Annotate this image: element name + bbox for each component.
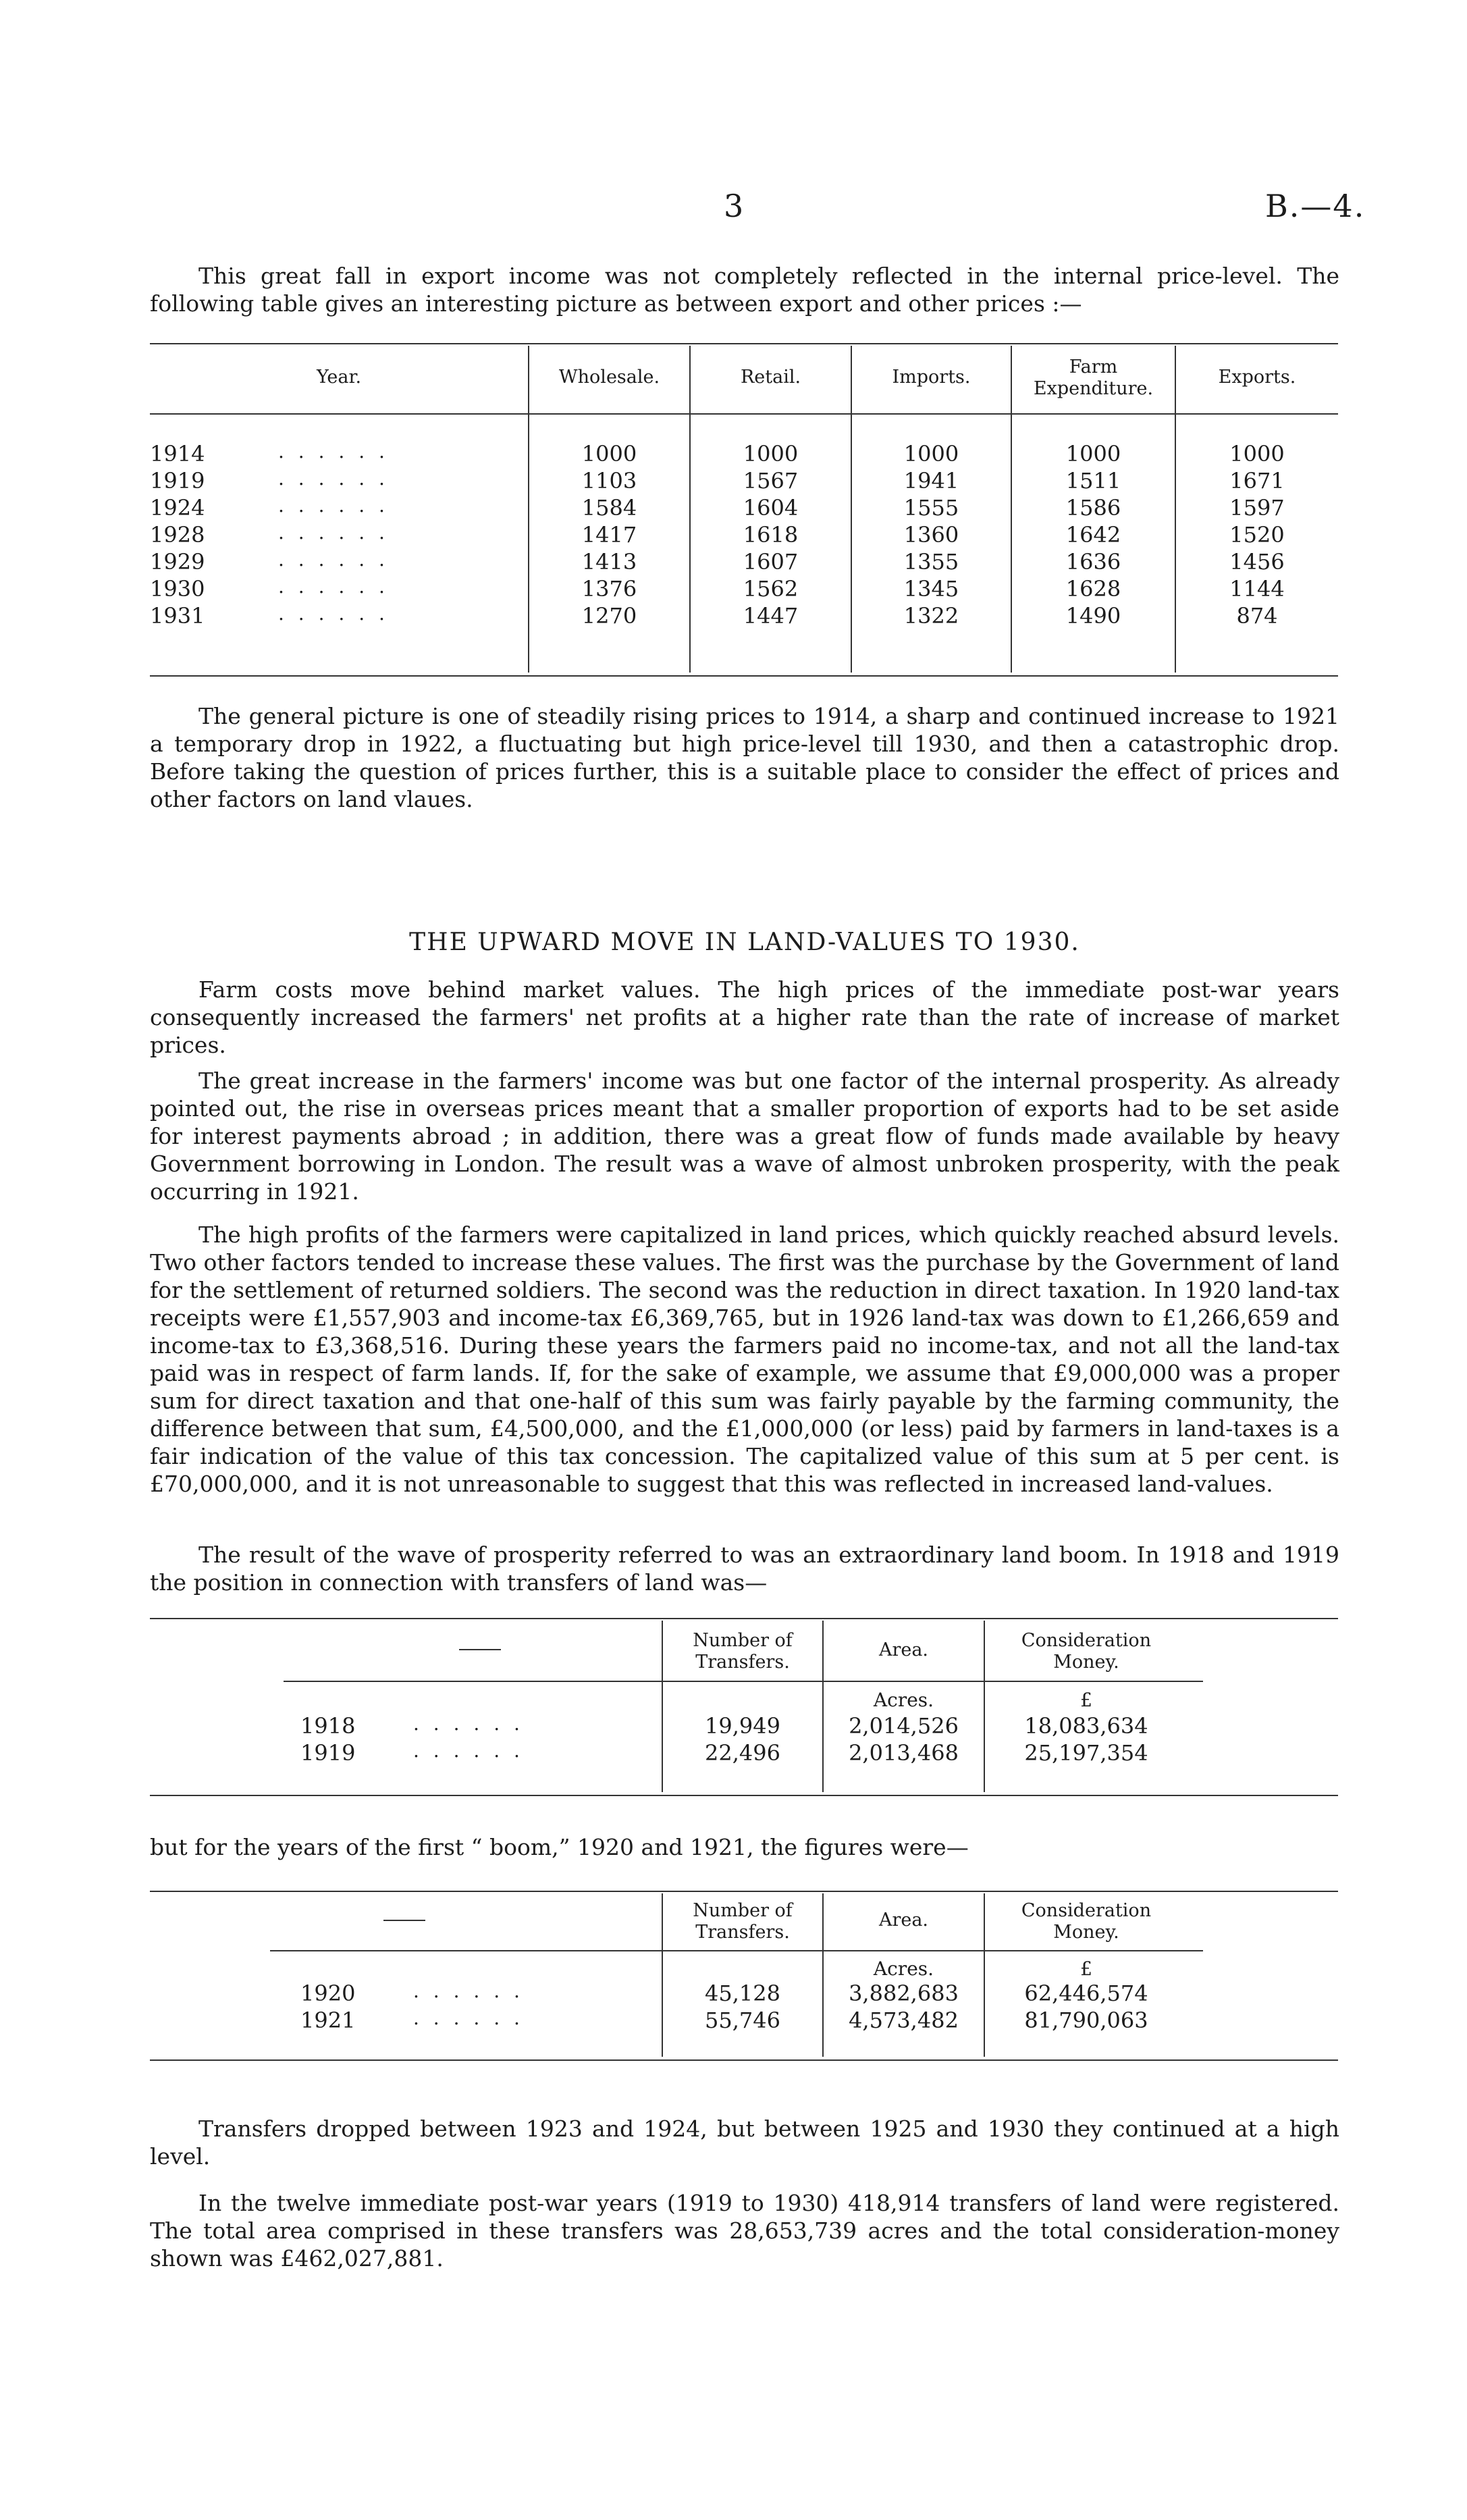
col-header-area: Area.	[878, 1910, 929, 1931]
table-header-rule	[270, 1950, 1203, 1951]
imports-cell: 1355	[903, 549, 959, 575]
farm-cell: 1511	[1065, 468, 1121, 494]
area-cell: 3,882,683	[849, 1980, 959, 2006]
twelve-years-paragraph: In the twelve immediate post-war years (1919 to 1930) 418,914 transfers of land were registered. The total area comprised in these transfers was 28,653,739 acres and the total consideration-money shown was £462,027,881.	[150, 2190, 1339, 2272]
imports-cell: 1345	[903, 576, 959, 602]
transfers-cell: 19,949	[705, 1713, 780, 1739]
area-cell: 2,014,526	[849, 1713, 959, 1739]
table-row	[0, 521, 1467, 548]
farm-cell: 1000	[1065, 441, 1121, 467]
boom-paragraph: but for the years of the first “ boom,” 1920 and 1921, the figures were—	[150, 1834, 969, 1860]
section-heading: THE UPWARD MOVE IN LAND-VALUES TO 1930.	[409, 928, 1080, 956]
table-header-rule	[150, 413, 1338, 415]
exports-cell: 1671	[1229, 468, 1285, 494]
imports-cell: 1322	[903, 603, 959, 629]
table-row	[0, 440, 1467, 467]
transfers-cell: 45,128	[705, 1980, 780, 2006]
farm-cell: 1642	[1065, 522, 1121, 548]
leader-dots: . . . . . .	[278, 548, 389, 571]
col-header-area: Area.	[878, 1639, 929, 1660]
farm-cell: 1490	[1065, 603, 1121, 629]
table-bottom-rule	[150, 1795, 1338, 1796]
high-profits-paragraph: The high profits of the farmers were capitalized in land prices, which quickly reached absurd levels. Two other factors tended to increase these values. The first was the purchase by the Government of land for the settlement of returned soldiers. The second was the reduction in direct taxation. In 1920 land-tax receipts were £1,557,903 and income-tax £6,369,765, but in 1926 land-tax was down to £1,266,659 and income-tax to £3,368,516. During these years the farmers paid no income-tax, and not all the land-tax paid was in respect of farm lands. If, for the sake of example, we assume that £9,000,000 was a proper sum for direct taxation and that one-half of this sum was fairly payable by the farming community, the difference between that sum, £4,500,000, and the £1,000,000 (or less) paid by farmers in land-taxes is a fair indication of the value of this tax concession. The capitalized value of this sum at 5 per cent. is £70,000,000, and it is not unreasonable to suggest that this was reflected in increased land-values.	[150, 1222, 1339, 1497]
col-header-transfers-line2: Transfers.	[695, 1922, 790, 1943]
transfers-dropped-paragraph: Transfers dropped between 1923 and 1924, but between 1925 and 1930 they continued at a high level.	[150, 2116, 1339, 2170]
page-number: 3	[724, 188, 744, 224]
imports-cell: 1360	[903, 522, 959, 548]
intro-paragraph: This great fall in export income was not completely reflected in the internal price-level. The following table gives an interesting picture as between export and other prices :—	[150, 263, 1339, 317]
wholesale-cell: 1270	[581, 603, 637, 629]
col-header-transfers	[663, 1630, 822, 1673]
year-cell: 1914	[150, 441, 205, 467]
leader-dots: . . . . . .	[413, 1739, 524, 1762]
unit-pounds: £	[1080, 1689, 1092, 1711]
col-header-wholesale: Wholesale.	[558, 367, 660, 388]
wholesale-cell: 1413	[581, 549, 637, 575]
wholesale-cell: 1103	[581, 468, 637, 494]
table-row	[0, 548, 1467, 575]
year-cell: 1918	[300, 1713, 356, 1739]
farm-cell: 1636	[1065, 549, 1121, 575]
table-bottom-rule	[150, 675, 1338, 677]
leader-dots: . . . . . .	[278, 602, 389, 625]
general-picture-paragraph: The general picture is one of steadily rising prices to 1914, a sharp and continued increase to 1921 a temporary drop in 1922, a fluctuating but high price-level till 1930, and then a catastrophic drop. Before taking the question of prices further, this is a suitable place to consider the effect of prices and other factors on land vlaues.	[150, 703, 1339, 812]
leader-dots: . . . . . .	[278, 440, 389, 463]
retail-cell: 1604	[743, 495, 799, 521]
leader-dots: . . . . . .	[278, 575, 389, 598]
table-top-rule	[150, 1618, 1338, 1619]
farm-cell: 1628	[1065, 576, 1121, 602]
leader-dots: . . . . . .	[413, 1980, 524, 2002]
exports-cell: 1144	[1229, 576, 1285, 602]
year-cell: 1931	[150, 603, 205, 629]
col-header-money-line1: Consideration	[1021, 1630, 1152, 1651]
exports-cell: 1000	[1229, 441, 1285, 467]
wholesale-cell: 1000	[581, 441, 637, 467]
table-row	[0, 494, 1467, 521]
imports-cell: 1555	[903, 495, 959, 521]
table-row	[0, 467, 1467, 494]
imports-cell: 1000	[903, 441, 959, 467]
area-cell: 4,573,482	[849, 2007, 959, 2033]
stub-dash	[383, 1920, 425, 1921]
col-header-farm-line1: Farm	[1069, 357, 1118, 377]
col-header-transfers-line1: Number of	[693, 1900, 793, 1921]
col-header-money-line2: Money.	[1053, 1652, 1119, 1673]
table-bottom-rule	[150, 2059, 1338, 2061]
table-row	[0, 2007, 1467, 2034]
transfers-cell: 55,746	[705, 2007, 780, 2033]
col-header-money-line2: Money.	[1053, 1922, 1119, 1943]
retail-cell: 1000	[743, 441, 799, 467]
stub-dash	[459, 1649, 501, 1650]
table-row	[0, 1980, 1467, 2007]
year-cell: 1919	[300, 1740, 356, 1766]
leader-dots: . . . . . .	[278, 494, 389, 517]
imports-cell: 1941	[903, 468, 959, 494]
leader-dots: . . . . . .	[413, 2007, 524, 2029]
wholesale-cell: 1376	[581, 576, 637, 602]
farm-costs-paragraph: Farm costs move behind market values. The high prices of the immediate post-war years consequently increased the farmers' net profits at a higher rate than the rate of increase of market prices.	[150, 976, 1339, 1058]
col-header-imports: Imports.	[892, 367, 971, 388]
unit-acres: Acres.	[873, 1689, 934, 1711]
table-row	[0, 1739, 1467, 1766]
leader-dots: . . . . . .	[413, 1712, 524, 1735]
retail-cell: 1447	[743, 603, 799, 629]
year-cell: 1929	[150, 549, 205, 575]
col-header-farm-expenditure	[1012, 357, 1175, 400]
exports-cell: 1597	[1229, 495, 1285, 521]
col-header-exports: Exports.	[1218, 367, 1296, 388]
leader-dots: . . . . . .	[278, 521, 389, 544]
retail-cell: 1607	[743, 549, 799, 575]
exports-cell: 1456	[1229, 549, 1285, 575]
document-reference: B.—4.	[1265, 188, 1366, 224]
leader-dots: . . . . . .	[278, 467, 389, 490]
year-cell: 1928	[150, 522, 205, 548]
area-cell: 2,013,468	[849, 1740, 959, 1766]
table-row	[0, 575, 1467, 602]
retail-cell: 1562	[743, 576, 799, 602]
wholesale-cell: 1584	[581, 495, 637, 521]
retail-cell: 1618	[743, 522, 799, 548]
table-top-rule	[150, 1891, 1338, 1892]
col-header-transfers-line2: Transfers.	[695, 1652, 790, 1673]
exports-cell: 1520	[1229, 522, 1285, 548]
transfers-cell: 22,496	[705, 1740, 780, 1766]
money-cell: 25,197,354	[1024, 1740, 1148, 1766]
col-header-money-line1: Consideration	[1021, 1900, 1152, 1921]
table-top-rule	[150, 343, 1338, 344]
year-cell: 1924	[150, 495, 205, 521]
col-header-year: Year.	[316, 367, 362, 388]
year-cell: 1920	[300, 1980, 356, 2006]
year-cell: 1930	[150, 576, 205, 602]
result-paragraph: The result of the wave of prosperity referred to was an extraordinary land boom. In 1918 and 1919 the position in connection with transfers of land was—	[150, 1542, 1339, 1596]
unit-pounds: £	[1080, 1958, 1092, 1980]
col-header-transfers-line1: Number of	[693, 1630, 793, 1651]
wholesale-cell: 1417	[581, 522, 637, 548]
table-row	[0, 602, 1467, 629]
col-header-retail: Retail.	[740, 367, 801, 388]
col-header-farm-line2: Expenditure.	[1033, 378, 1154, 399]
unit-acres: Acres.	[873, 1958, 934, 1980]
great-increase-paragraph: The great increase in the farmers' income was but one factor of the internal prosperity. As already pointed out, the rise in overseas prices meant that a smaller proportion of exports had to be set aside for interest payments abroad ; in addition, there was a great flow of funds made available by heavy Government borrowing in London. The result was a wave of almost unbroken prosperity, with the peak occurring in 1921.	[150, 1068, 1339, 1205]
col-header-money	[985, 1630, 1188, 1673]
year-cell: 1919	[150, 468, 205, 494]
money-cell: 81,790,063	[1024, 2007, 1148, 2033]
money-cell: 18,083,634	[1024, 1713, 1148, 1739]
table-row	[0, 1712, 1467, 1739]
col-header-transfers	[663, 1900, 822, 1943]
money-cell: 62,446,574	[1024, 1980, 1148, 2006]
retail-cell: 1567	[743, 468, 799, 494]
exports-cell: 874	[1236, 603, 1278, 629]
col-header-money	[985, 1900, 1188, 1943]
year-cell: 1921	[300, 2007, 356, 2033]
table-header-rule	[284, 1681, 1203, 1682]
farm-cell: 1586	[1065, 495, 1121, 521]
